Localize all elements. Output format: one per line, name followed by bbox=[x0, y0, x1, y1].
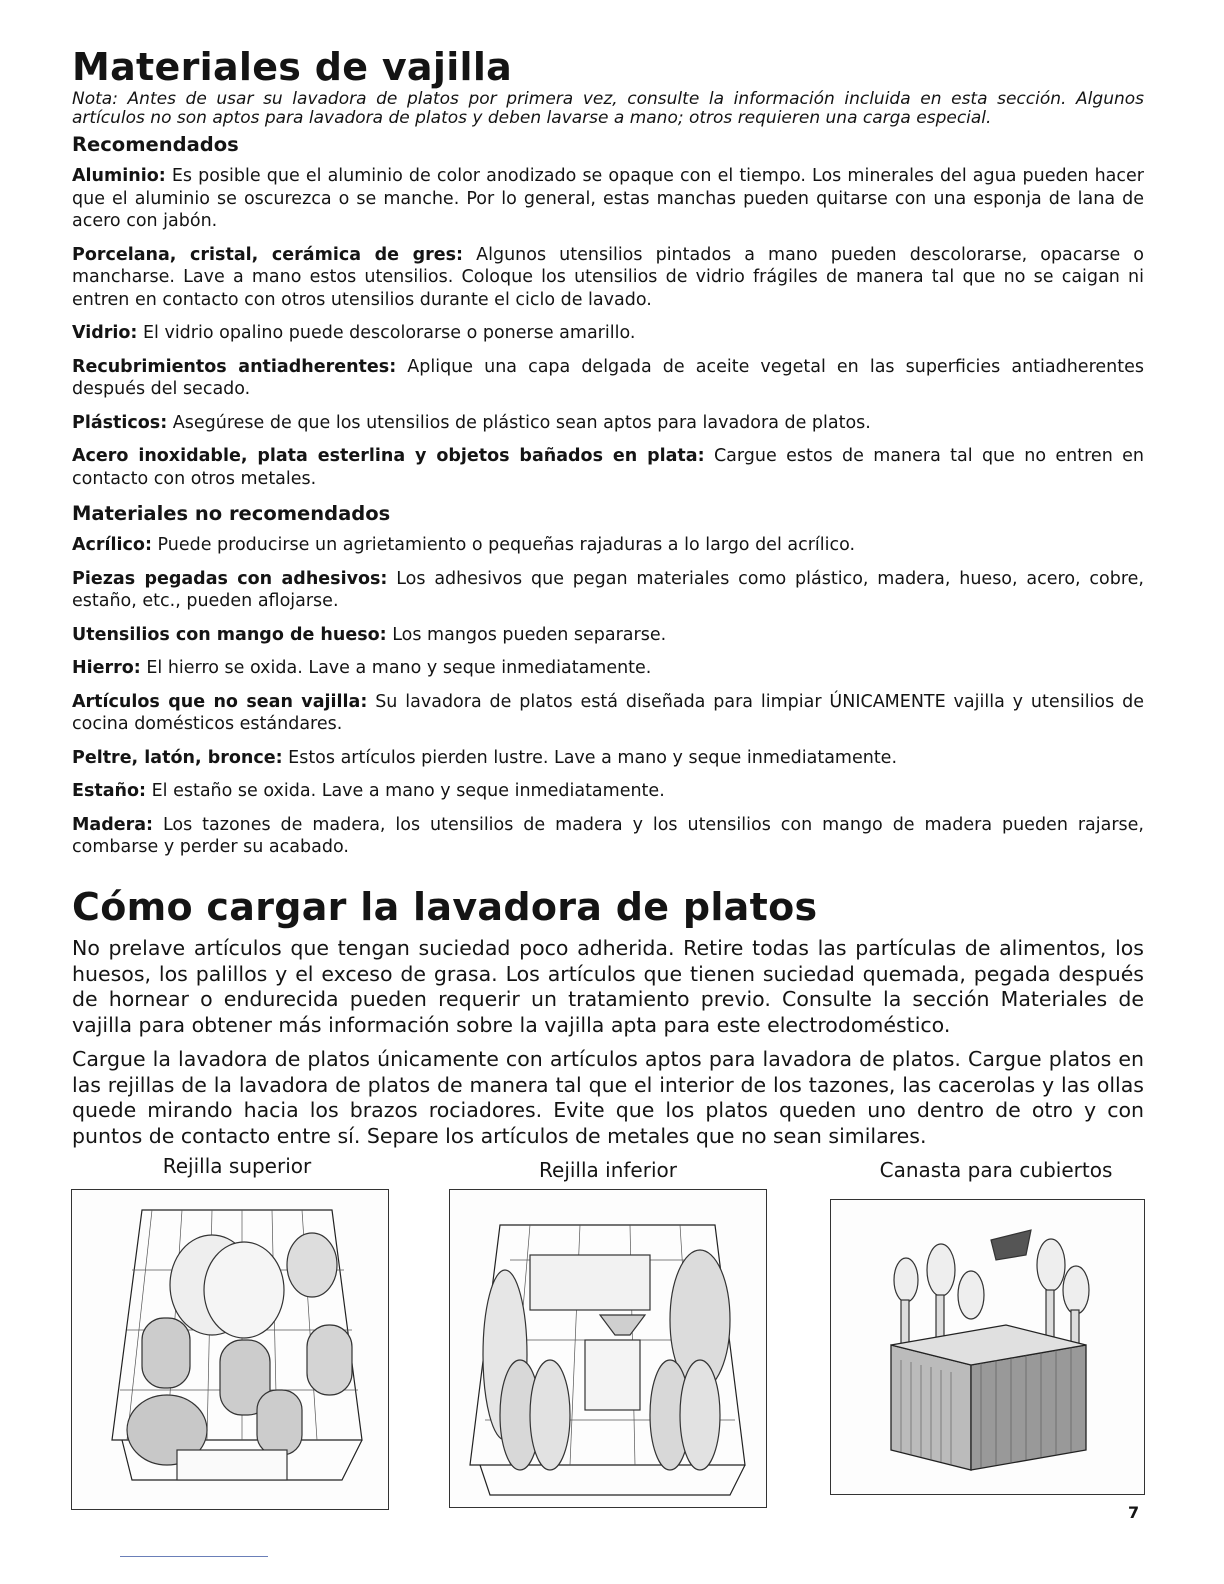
material-entry bbox=[72, 624, 1144, 647]
material-entry bbox=[72, 412, 1144, 435]
material-entry bbox=[72, 747, 1144, 770]
material-entry bbox=[72, 780, 1144, 803]
material-term: Utensilios con mango de hueso: bbox=[72, 624, 387, 645]
material-entry bbox=[72, 165, 1144, 233]
material-description: Cargue estos de manera tal que no entren en contacto con otros metales. bbox=[72, 446, 1145, 489]
material-entry bbox=[72, 356, 1144, 401]
caption-cutlery-basket: Canasta para cubiertos bbox=[879, 1158, 1113, 1182]
material-description: El hierro se oxida. Lave a mano y seque inmediatamente. bbox=[140, 658, 652, 678]
material-description: El estaño se oxida. Lave a mano y seque inmediatamente. bbox=[146, 781, 665, 801]
material-description: El vidrio opalino puede descolorarse o ponerse amarillo. bbox=[137, 323, 636, 343]
material-entry bbox=[72, 657, 1144, 680]
material-entry bbox=[72, 814, 1144, 859]
material-term: Madera: bbox=[72, 814, 154, 835]
material-term: Vidrio: bbox=[72, 323, 138, 343]
material-term: Piezas pegadas con adhesivos: bbox=[72, 568, 388, 589]
material-entry bbox=[72, 445, 1144, 490]
material-description: Es posible que el aluminio de color anodizado se opaque con el tiempo. Los minerales del agua pueden hacer que el aluminio se oscurezca o se manche. Por lo general, estas manchas pueden quitarse con una esponja de lana de acero con jabón. bbox=[72, 166, 1144, 231]
material-description: Los tazones de madera, los utensilios de madera y los utensilios con mango de madera pueden rajarse, combarse y perder su acabado. bbox=[72, 814, 1144, 857]
material-description: Los mangos pueden separarse. bbox=[386, 624, 667, 645]
material-description: Su lavadora de platos está diseñada para limpiar ÚNICAMENTE vajilla y utensilios de cocina domésticos estándares. bbox=[72, 691, 1144, 734]
material-entry bbox=[72, 534, 1144, 557]
material-description: Algunos utensilios pintados a mano pueden descolorarse, opacarse o mancharse. Lave a mano estos utensilios. Coloque los utensilios de vidrio frágiles de manera tal que no se caigan ni entren en contacto con otros utensilios durante el ciclo de lavado. bbox=[72, 244, 1144, 310]
material-entry bbox=[72, 568, 1144, 613]
material-entry bbox=[72, 322, 1144, 345]
material-entry bbox=[72, 691, 1144, 736]
lower-rack-illustration bbox=[449, 1189, 767, 1508]
caption-upper-rack: Rejilla superior bbox=[162, 1154, 312, 1178]
material-term: Recubrimientos antiadherentes: bbox=[72, 356, 397, 377]
material-term: Artículos que no sean vajilla: bbox=[72, 691, 368, 712]
caption-lower-rack: Rejilla inferior bbox=[539, 1158, 677, 1182]
material-term: Hierro: bbox=[72, 658, 141, 678]
materials-list bbox=[72, 165, 1144, 870]
cutlery-basket-illustration bbox=[830, 1199, 1145, 1495]
material-entry bbox=[72, 244, 1144, 312]
page-number: 7 bbox=[1128, 1503, 1140, 1522]
material-term: Acero inoxidable, plata esterlina y objetos bañados en plata: bbox=[72, 446, 705, 466]
loading-intro bbox=[72, 936, 1144, 1158]
footer-divider bbox=[120, 1556, 268, 1557]
material-term: Estaño: bbox=[72, 781, 147, 801]
section-title-loading: Cómo cargar la lavadora de platos bbox=[72, 885, 818, 929]
material-term: Porcelana, cristal, cerámica de gres: bbox=[72, 244, 464, 265]
material-description: Estos artículos pierden lustre. Lave a mano y seque inmediatamente. bbox=[282, 747, 898, 768]
material-term: Acrílico: bbox=[72, 535, 152, 555]
materials-note: Nota: Antes de usar su lavadora de platos por primera vez, consulte la información incluida en esta sección. Algunos artículos no son aptos para lavadora de platos y deben lavarse a mano; otros requieren una carga especial. bbox=[72, 89, 1144, 128]
loading-paragraph: Cargue la lavadora de platos únicamente con artículos aptos para lavadora de platos. Cargue platos en las rejillas de la lavadora de platos de manera tal que el interior de los tazones, las cacerolas y las ollas quede mirando hacia los brazos rociadores. Evite que los platos queden uno dentro de otro y con puntos de contacto entre sí. Separe los artículos de metales que no sean similares. bbox=[72, 1047, 1144, 1148]
loading-paragraph: No prelave artículos que tengan suciedad poco adherida. Retire todas las partículas de alimentos, los huesos, los palillos y el exceso de grasa. Los artículos que tienen suciedad quemada, pegada después de hornear o endurecida pueden requerir un tratamiento previo. Consulte la sección Materiales de vajilla para obtener más información sobre la vajilla apta para este electrodoméstico. bbox=[72, 936, 1144, 1037]
upper-rack-illustration bbox=[71, 1189, 389, 1510]
section-title-materials: Materiales de vajilla bbox=[72, 45, 513, 89]
material-description: Los adhesivos que pegan materiales como plástico, madera, hueso, acero, cobre, estaño, etc., pueden aflojarse. bbox=[72, 568, 1144, 611]
material-term: Plásticos: bbox=[72, 412, 168, 433]
material-term: Peltre, latón, bronce: bbox=[72, 747, 283, 768]
material-description: Asegúrese de que los utensilios de plástico sean aptos para lavadora de platos. bbox=[167, 412, 871, 433]
material-term: Aluminio: bbox=[72, 166, 166, 186]
recommended-heading: Recomendados bbox=[72, 133, 239, 156]
not-recommended-heading: Materiales no recomendados bbox=[72, 502, 391, 525]
material-description: Puede producirse un agrietamiento o pequeñas rajaduras a lo largo del acrílico. bbox=[151, 535, 856, 555]
material-description: Aplique una capa delgada de aceite vegetal en las superficies antiadherentes después del secado. bbox=[72, 356, 1144, 399]
